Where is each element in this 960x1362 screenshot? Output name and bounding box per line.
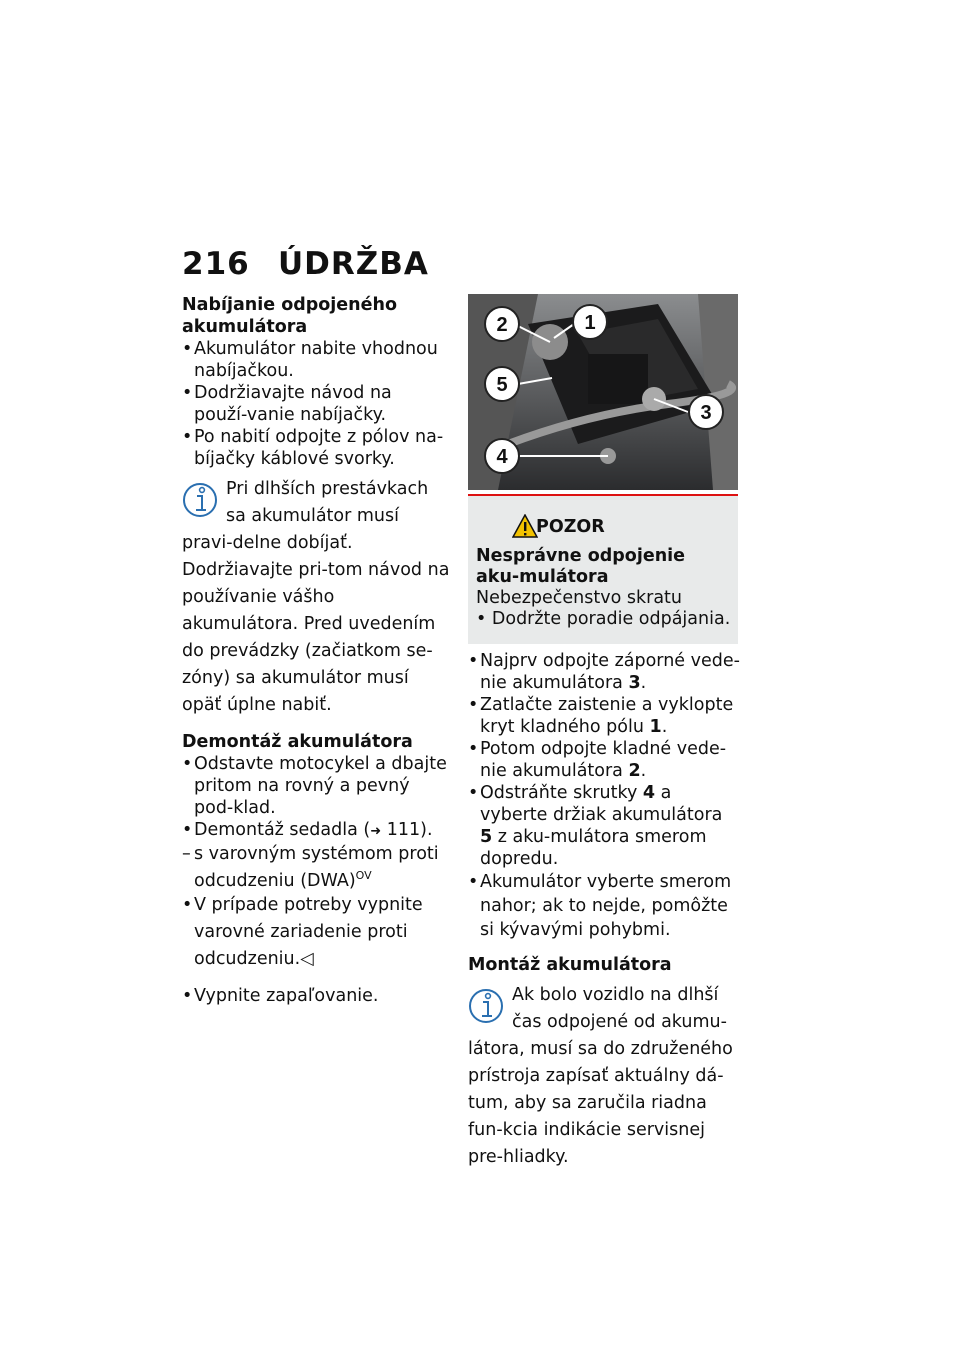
list-item: • Akumulátor vyberte smerom nahor; ak to nejde, pomôžte si kývavými pohybmi. (468, 870, 740, 942)
list-item: • Odstavte motocykel a dbajte pritom na rovný a pevný pod-klad. (182, 753, 450, 819)
part-number: 1 (649, 717, 662, 737)
part-number: 3 (628, 673, 641, 693)
svg-text:1: 1 (584, 312, 596, 334)
list-item: • Po nabití odpojte z pólov na-bíjačky káblové svorky. (182, 426, 450, 470)
list-item-text: V prípade potreby vypnite varovné zariadenie proti odcudzeniu. (194, 895, 423, 969)
info-note (468, 982, 740, 1171)
callout-1 (573, 305, 607, 339)
page-number: 216 (182, 246, 250, 282)
list-item (468, 738, 740, 782)
info-note (182, 476, 450, 719)
info-icon (182, 480, 222, 520)
list-item-text: s varovným systémom proti odcudzeniu (DWA) (194, 844, 439, 891)
list-item-text: . (640, 761, 647, 781)
warning-subtitle: Nesprávne odpojenie aku-mulátora (476, 546, 686, 587)
warning-box (468, 494, 738, 644)
list-item-text: Demontáž sedadla ( (194, 820, 371, 840)
callout-2 (485, 307, 519, 341)
end-marker-icon: ◁ (300, 949, 314, 969)
page-header (182, 246, 429, 282)
list-item (182, 892, 450, 973)
list-item (468, 782, 740, 870)
section-title-charging: Nabíjanie odpojeného akumulátora (182, 295, 397, 337)
list-item: • Akumulátor nabite vhodnou nabíjačkou. (182, 338, 450, 382)
warning-risk: Nebezpečenstvo skratu (476, 588, 683, 608)
list-item (468, 650, 740, 694)
info-icon (468, 986, 508, 1026)
list-item: • Dodržiavajte návod na použí-vanie nabíjačky. (182, 382, 450, 426)
svg-text:5: 5 (496, 374, 508, 396)
svg-text:3: 3 (700, 402, 712, 424)
warning-action: • Dodržte poradie odpájania. (476, 609, 731, 629)
battery-photo (468, 294, 738, 490)
warning-triangle-icon (512, 514, 538, 538)
list-item-text: . (661, 717, 668, 737)
list-item-text: Zatlačte zaistenie a vyklopte kryt kladného pólu (480, 695, 734, 737)
callout-3 (689, 395, 723, 429)
warning-title: POZOR (536, 517, 605, 537)
svg-text:2: 2 (496, 314, 508, 336)
list-item-text: a vyberte držiak akumulátora (480, 783, 723, 825)
left-column (182, 294, 450, 1007)
list-item (182, 819, 450, 843)
svg-text:4: 4 (496, 446, 508, 468)
list-item: • Vypnite zapaľovanie. (182, 985, 450, 1007)
part-number: 5 (480, 827, 493, 847)
list-item (182, 843, 450, 892)
list-item-text: Odstráňte skrutky (480, 783, 643, 803)
battery-illustration (468, 294, 738, 490)
section-title-removal: Demontáž akumulátora (182, 732, 413, 752)
info-text: Pri dlhších prestávkach sa akumulátor musí pravi-delne dobíjať. Dodržiavajte pri-tom návod na používanie vášho akumulátora. Pred uvedením do prevádzky (začiatkom se-zóny) sa akumulátor musí opäť úplne nabiť. (182, 479, 450, 715)
list-item-text: Potom odpojte kladné vede-nie akumulátora (480, 739, 727, 781)
right-column (468, 650, 740, 1171)
section-title-installation: Montáž akumulátora (468, 955, 672, 975)
callout-4 (485, 439, 519, 473)
list-item (468, 694, 740, 738)
list-item-text: ). (420, 820, 433, 840)
part-number: 4 (642, 783, 656, 803)
page-ref-arrow-icon: ➜ (370, 824, 382, 839)
chapter-title: ÚDRŽBA (278, 246, 429, 282)
list-item-text: z aku-mulátora smerom dopredu. (480, 827, 707, 869)
option-superscript: OV (355, 869, 372, 882)
list-item-text: . (640, 673, 647, 693)
list-item-text: Najprv odpojte záporné vede-nie akumulátora (480, 651, 740, 693)
callout-5 (485, 367, 519, 401)
part-number: 2 (628, 761, 641, 781)
page-ref[interactable]: 111 (386, 820, 421, 840)
warning-title-row (476, 512, 734, 542)
info-text: Ak bolo vozidlo na dlhší čas odpojené od akumu-látora, musí sa do združeného prístroja zapísať aktuálny dá-tum, aby sa zaručila riadna fun-kcia indikácie servisnej pre-hliadky. (468, 985, 733, 1167)
